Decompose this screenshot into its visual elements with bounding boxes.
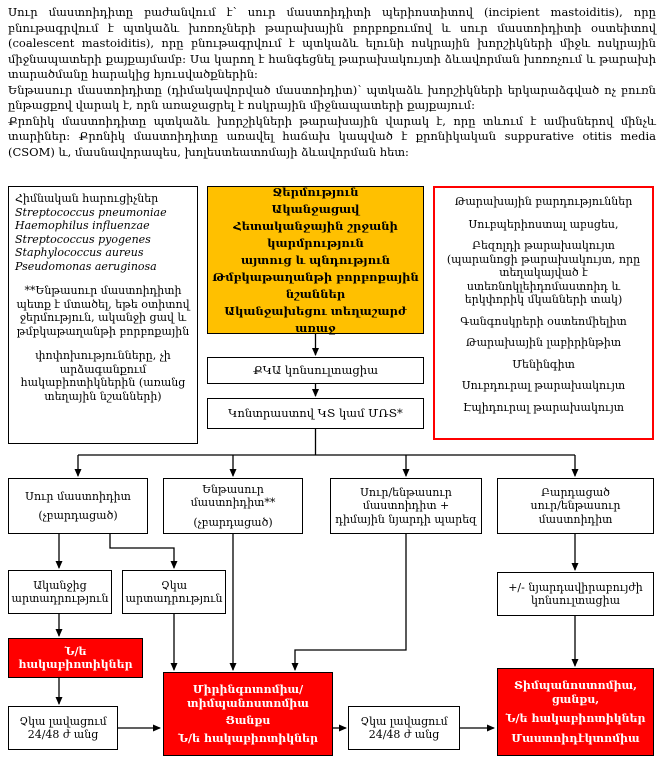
symptom-line: Ականջախեցու տեղաշարժ առաջ — [224, 303, 407, 335]
imaging-box: Կոնտրաստով ԿՏ կամ ՄՌՏ* — [207, 398, 424, 429]
symptom-line: նշաններ — [285, 286, 346, 301]
facial-line3: դիմային նյարդի պարեզ — [335, 512, 477, 526]
symptom-line: Ականջացավ — [271, 201, 360, 216]
pathogen-species: Streptococcus pneumoniae — [15, 205, 167, 219]
mastoidectomy-box — [497, 668, 654, 756]
neurosurgeon-consult-box — [497, 572, 654, 616]
complications-title: Թարախային բարդություններ — [454, 195, 633, 208]
intro-paragraph-subacute: Ենթասուր մաստոիդիտը (դիմակավորված մաստոիդիտ)՝ պտկաձև խորշիկների երկարաձգված ոչ բուռն ընթացքով վարակ է, որն առաջացրել է ոսկրային միջնապատերի քայքայում: — [8, 82, 656, 112]
myringotomy-box — [163, 672, 333, 756]
complication-item: Թարախային լաբիրինթիտ — [465, 336, 622, 349]
complication-item: Էպիդուրալ թարախակույտ — [463, 400, 624, 414]
mastoidectomy-line3: Մաստոիդէկտոմիա — [511, 731, 640, 745]
symptom-line: Հետականջային շրջանի — [233, 218, 398, 233]
facial-line1: Սուր/ենթասուր — [360, 485, 452, 499]
pathogens-title: Հիմնական հարուցիչներ — [15, 192, 159, 205]
iv-antibiotics-box: Ն/ե հակաբիոտիկներ — [8, 638, 143, 678]
complicated-line2: սուր/ենթասուր — [530, 499, 621, 513]
pathogen-species: Staphylococcus aureus — [15, 246, 144, 259]
discharge-line2: արտադրություն — [11, 592, 109, 605]
no-improvement-right-box — [348, 706, 460, 750]
no-improvement-line1: Չկա լավացում — [19, 714, 107, 728]
symptoms-box — [207, 186, 424, 334]
complication-item: Սուբդուրալ թարախակույտ — [461, 379, 626, 392]
intro-paragraph-acute: Սուր մաստոիդիտը բաժանվում է՝ սուր մաստոիդիտի պերիոստիտով (incipient mastoiditis), որը բնութագրվում է պտկաձև խոռոչների թարախային բորբոքումով և սուր մաստոիդիտի օստեիտով (coalescent mastoiditis), որը բնութագրվում է պտկաձև ելունի ոսկրային խորշիկների միջև ոսկրային միջնապատերի քայքայմամբ: Սա կարող է հանգեցնել թարախակույտի ձևավորման խոռոչում և թարախի տարածմանը հարակից հյուսվածքներին: — [8, 5, 656, 81]
pathogen-species: Haemophilus influenzae — [15, 219, 150, 232]
no-improvement-line1: Չկա լավացում — [360, 714, 448, 728]
complication-item: Սուբպերիոստալ աբսցես, — [468, 217, 619, 231]
no-improvement-left-box — [8, 706, 118, 750]
no-discharge-box — [122, 570, 226, 614]
facial-paresis-box — [330, 478, 482, 534]
mastoidectomy-line2: Ն/ե հակաբիոտիկներ — [505, 712, 646, 725]
intro-text — [8, 5, 656, 160]
subacute-line3: (չբարդացած) — [193, 515, 273, 529]
subacute-mastoiditis-box — [163, 478, 303, 534]
no-improvement-line2: 24/48 ժ անց — [368, 728, 440, 741]
symptom-line: Ջերմություն — [272, 184, 359, 199]
subacute-note-part2: փոփոխությունները, չի արձագանքում հակաբիոտիկներին (առանց տեղային նշանների) — [20, 349, 186, 403]
facial-line2: մաստոիդիտ + — [362, 499, 450, 513]
pathogens-box — [8, 186, 198, 444]
myringotomy-procedure: Միրինգոտոմիա/ տիմպանոստոմիա — [187, 683, 309, 710]
complicated-line1: Բարդացած — [541, 485, 610, 499]
pathogen-species: Streptococcus pyogenes — [15, 232, 151, 246]
ent-consult-box: ՔԿԱ կոնսուլտացիա — [207, 357, 424, 384]
complication-item: Բեզոլդի թարախակույտ (պարանոցի թարախակույտ, որը տեղակայված է ստեռնոկլեիդոմաստոիդ և երկփորիկ մկանների տակ) — [446, 239, 641, 306]
complicated-line3: մաստոիդիտ — [538, 512, 613, 526]
subacute-line1: Ենթասուր — [202, 482, 264, 496]
no-discharge-line1: Չկա — [160, 578, 188, 592]
symptom-line: Թմբկաթաղանթի բորբոքային — [212, 269, 419, 284]
no-improvement-line2: 24/48 ժ անց — [27, 728, 99, 741]
ear-discharge-box — [8, 570, 112, 614]
symptom-line: կարմրություն — [267, 235, 364, 250]
neurosurgeon-line2: կոնսուլտացիա — [530, 594, 621, 607]
acute-line2: (չբարդացած) — [38, 509, 118, 522]
complication-item: Մենինգիտ — [512, 357, 575, 371]
myringotomy-culture: Ցանքս — [225, 714, 271, 727]
mastoidectomy-line1: Տիմպանոստոմիա, ցանքս, — [514, 679, 637, 706]
no-discharge-line2: արտադրություն — [125, 592, 223, 605]
acute-mastoiditis-box — [8, 478, 148, 534]
subacute-note-part1: **Ենթասուր մաստոիդիտի պետք է մտածել, եթե օտիտով ջերմություն, ականջի ցավ և թմբկաթաղանթի բորբոքային — [16, 284, 190, 338]
intro-paragraph-chronic: Քրոնիկ մաստոիդիտը պտկաձև խորշիկների թարախային վարակ է, որը տևում է ամիսներով մինչև տարիներ: Քրոնիկ մաստոիդիտը առավել հաճախ կապված է քրոնիկական suppurative otitis media (CSOM) և, մասնավորապես, խոլեստեատոմայի ձևավորման հետ: — [8, 113, 656, 159]
pathogen-species: Pseudomonas aeruginosa — [15, 259, 157, 273]
complications-box — [433, 186, 654, 440]
neurosurgeon-line1: +/- նյարդավիրաբույժի — [508, 580, 643, 594]
discharge-line1: Ականջից — [33, 578, 87, 592]
complication-item: Գանգոսկրերի օստեոմիելիտ — [460, 314, 627, 328]
myringotomy-antibiotics: Ն/ե հակաբիոտիկներ — [177, 731, 319, 745]
subacute-line2: մաստոիդիտ** — [190, 496, 276, 510]
complicated-mastoiditis-box — [497, 478, 654, 534]
symptom-line: այտուց և պնդություն — [240, 252, 390, 267]
acute-line1: Սուր մաստոիդիտ — [25, 489, 131, 503]
